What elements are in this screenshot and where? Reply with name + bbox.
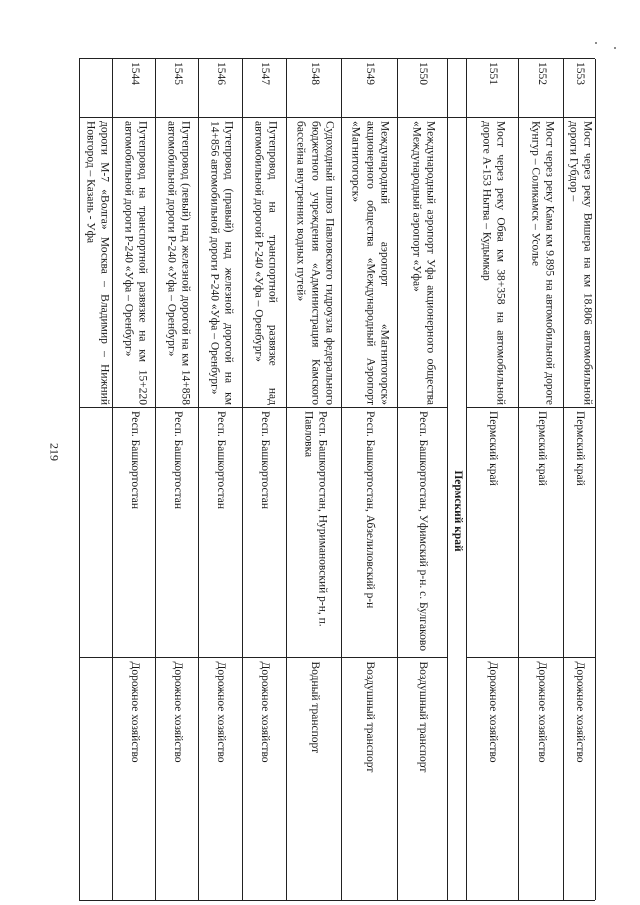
objects-table — [79, 58, 595, 901]
row-number: 1547 — [259, 62, 272, 85]
row-number-cell — [156, 59, 199, 117]
row-number: 1552 — [535, 62, 548, 85]
region: Пермский край — [487, 411, 500, 486]
region: Пермский край — [573, 411, 586, 486]
region: Респ. Башкортостан — [259, 411, 272, 509]
region: Респ. Башкортостан, Уфимский р-н. с. Булгаково — [417, 411, 430, 651]
region-cell — [287, 407, 342, 658]
sector-cell — [342, 657, 398, 903]
sector: Дорожное хозяйство — [573, 661, 586, 763]
sector: Дорожное хозяйство — [215, 661, 228, 763]
sector-cell — [398, 657, 448, 903]
section-title: Пермский край — [451, 469, 464, 552]
object-name-cell — [342, 117, 398, 408]
object-name: Путепровод (левый) над железной дорогой на км 14+858 автомобильной дороги Р-240 «Уфа – Оренбург» — [164, 121, 191, 405]
region-cell — [156, 407, 199, 658]
table-row — [286, 59, 342, 900]
scan-speck — [595, 42, 597, 44]
region: Респ. Башкортостан, Нуримановский р-н, п. Павловка — [301, 411, 328, 627]
object-name: Путепровод (правый) над железной дорогой на км 14+856 автомобильной дороги Р-240 «Уфа – Оренбург» — [208, 121, 235, 405]
sector-cell — [467, 657, 519, 903]
row-number: 1550 — [417, 62, 430, 85]
sector-cell — [80, 657, 113, 903]
row-number: 1551 — [487, 62, 500, 85]
row-number-cell — [448, 59, 467, 117]
row-number: 1549 — [364, 62, 377, 85]
page-number: 219 — [47, 443, 62, 461]
row-number: 1545 — [171, 62, 184, 85]
sector: Водный транспорт — [308, 661, 321, 753]
region-cell — [519, 407, 564, 658]
object-name-cell — [199, 117, 243, 408]
object-name: Международный аэропорт Уфа акционерного общества «Международный аэропорт «Уфа» — [410, 121, 437, 405]
object-name: Судоходный шлюз Павловского гидроузла федерального бюджетного учреждения «Администрация Камского бассейна внутренних водных путей» — [294, 121, 336, 405]
object-name: Мост через реку Обва км 38+358 на автомобильной дороге А-153 Нытва – Кудымкар — [480, 121, 507, 405]
row-number-cell — [113, 59, 156, 117]
sector-cell — [243, 657, 287, 903]
region-cell — [113, 407, 156, 658]
row-number-cell — [564, 59, 595, 117]
table-row — [112, 59, 156, 900]
region: Респ. Башкортостан — [128, 411, 141, 509]
row-number-cell — [243, 59, 287, 117]
object-name-cell — [113, 117, 156, 408]
object-name-cell — [80, 117, 113, 408]
row-number: 1544 — [128, 62, 141, 85]
object-name: Мост через реку Кама км 9.895 на автомобильной дороге Кунгур – Соликамск – Усолье — [528, 121, 555, 405]
object-name-cell — [398, 117, 448, 408]
row-number-cell — [467, 59, 519, 117]
row-number: 1546 — [215, 62, 228, 85]
table-row — [155, 59, 199, 900]
region: Респ. Башкортостан, Абзелиловский р-н — [364, 411, 377, 609]
region-cell — [199, 407, 243, 658]
sector: Дорожное хозяйство — [535, 661, 548, 763]
sector: Дорожное хозяйство — [128, 661, 141, 763]
sector: Дорожное хозяйство — [259, 661, 272, 763]
object-name: Мост через реку Вишера на км 18.806 автомобильной дороги Губдор – — [566, 121, 593, 405]
region-cell — [80, 407, 113, 658]
sector-cell — [564, 657, 595, 903]
region-cell — [342, 407, 398, 658]
object-name: Путепровод на транспортной развязке над автомобильной дорогой Р-240 «Уфа – Оренбург» — [252, 121, 279, 405]
region-cell — [398, 407, 448, 658]
object-name-cell — [287, 117, 342, 408]
table-row — [79, 59, 113, 900]
row-number-cell — [342, 59, 398, 117]
region-cell — [243, 407, 287, 658]
row-number-cell — [519, 59, 564, 117]
object-name: Путепровод на транспортной развязке на км 15+220 автомобильной дороги Р-240 «Уфа – Оренбург» — [121, 121, 148, 405]
table-row — [518, 59, 564, 900]
object-name: дороги М-7 «Волга» Москва – Владимир – Нижний Новгород – Казань - Уфа — [83, 121, 110, 405]
scan-speck — [614, 47, 616, 49]
sector-cell — [287, 657, 342, 903]
table-row — [341, 59, 398, 900]
table-row — [563, 59, 596, 900]
sector-cell — [156, 657, 199, 903]
table-row — [397, 59, 448, 900]
object-name-cell — [467, 117, 519, 408]
sector: Воздушный транспорт — [417, 661, 430, 772]
table-row — [198, 59, 243, 900]
object-name-cell — [519, 117, 564, 408]
object-name-cell — [564, 117, 595, 408]
row-number: 1553 — [573, 62, 586, 85]
row-number-cell — [199, 59, 243, 117]
table-row — [242, 59, 287, 900]
region: Респ. Башкортостан — [215, 411, 228, 509]
row-number: 1548 — [308, 62, 321, 85]
region-cell — [564, 407, 595, 658]
section-row — [447, 59, 467, 900]
region: Пермский край — [535, 411, 548, 486]
region: Респ. Башкортостан — [171, 411, 184, 509]
section-cell — [448, 117, 467, 903]
table-row — [466, 59, 519, 900]
sector-cell — [199, 657, 243, 903]
sector-cell — [113, 657, 156, 903]
object-name: Международный аэропорт «Магнитогорск» акционерного общества «Международный Аэропорт «Магнитогорск» — [349, 121, 391, 405]
object-name-cell — [243, 117, 287, 408]
sector: Воздушный транспорт — [364, 661, 377, 772]
sector: Дорожное хозяйство — [487, 661, 500, 763]
row-number-cell — [80, 59, 113, 117]
row-number-cell — [398, 59, 448, 117]
sector-cell — [519, 657, 564, 903]
row-number-cell — [287, 59, 342, 117]
region-cell — [467, 407, 519, 658]
sector: Дорожное хозяйство — [171, 661, 184, 763]
object-name-cell — [156, 117, 199, 408]
